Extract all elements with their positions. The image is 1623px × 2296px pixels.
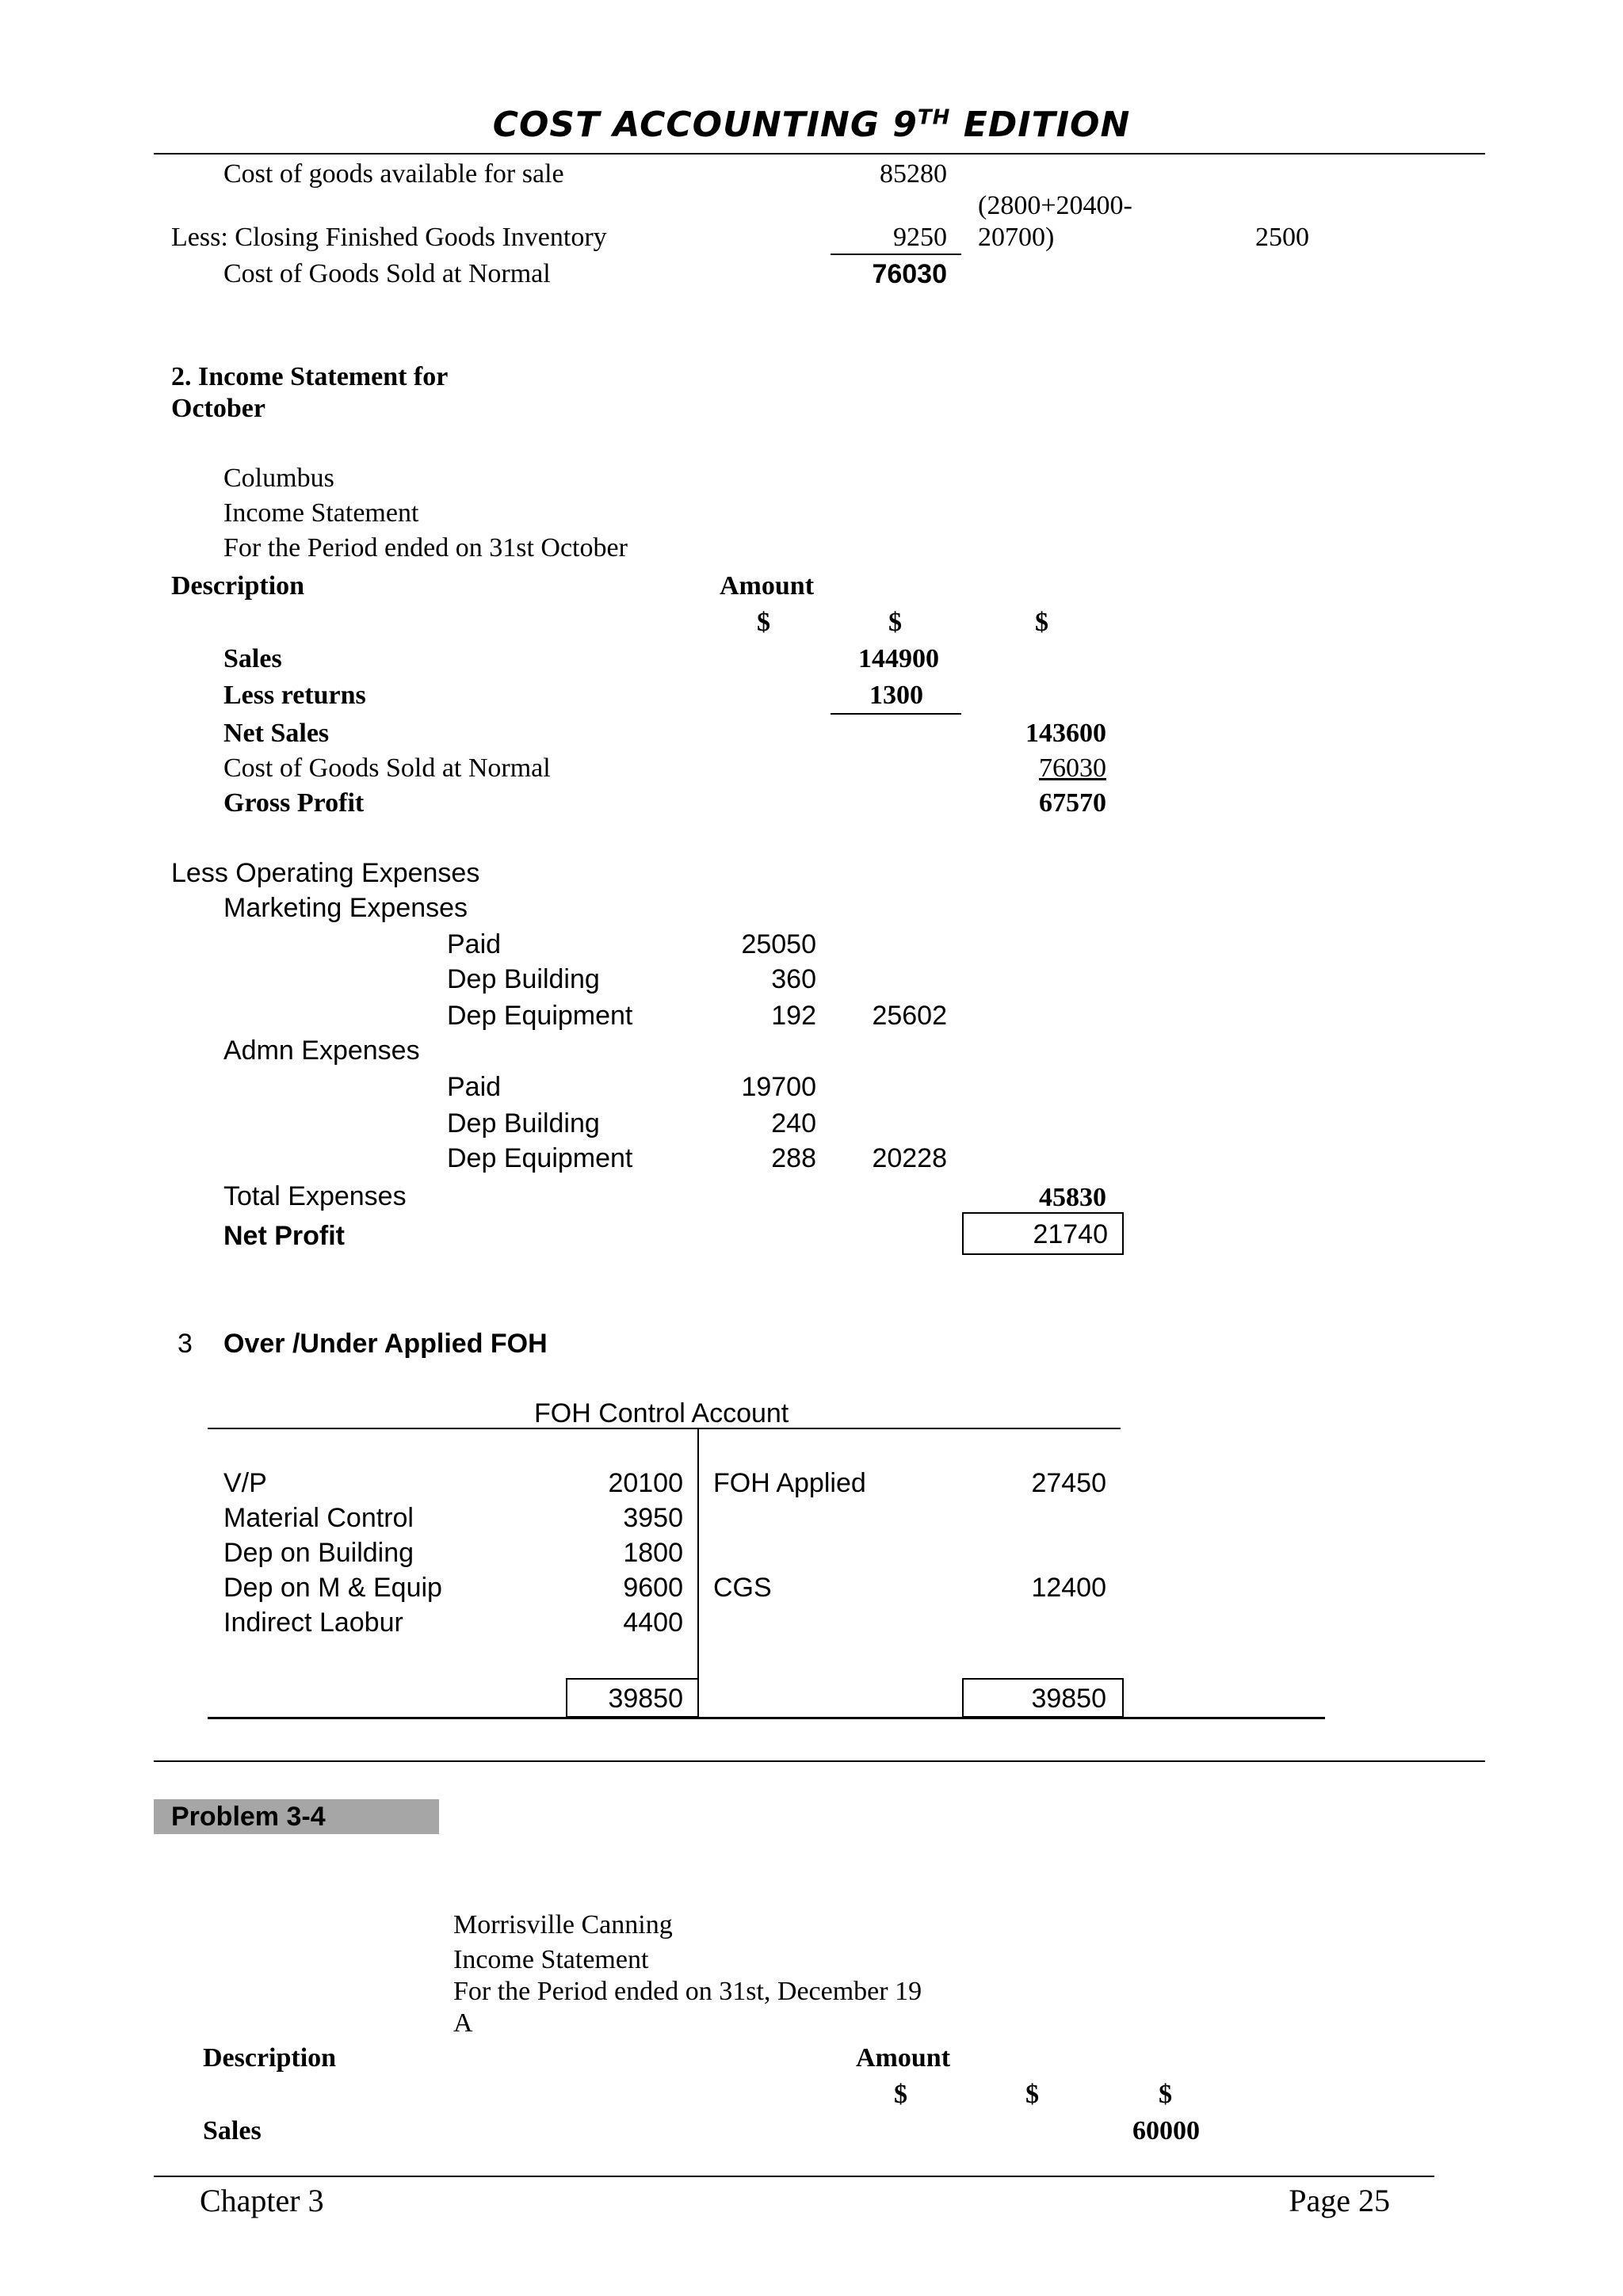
debit-value: 20100 bbox=[608, 1468, 683, 1498]
gross-profit-label: Gross Profit bbox=[223, 788, 365, 818]
marketing-item-label: Paid bbox=[447, 929, 502, 959]
returns-value: 1300 bbox=[869, 681, 923, 710]
admin-item-value: 288 bbox=[771, 1143, 816, 1173]
inventory-note-line1: (2800+20400- bbox=[978, 191, 1132, 220]
debit-value: 1800 bbox=[623, 1538, 683, 1568]
problem-currency-col3: $ bbox=[1159, 2080, 1172, 2109]
footer-chapter: Chapter 3 bbox=[200, 2183, 324, 2218]
admin-item-value: 19700 bbox=[741, 1072, 816, 1102]
header-title: COST ACCOUNTING 9TH EDITION bbox=[492, 105, 1131, 145]
returns-underline bbox=[831, 713, 961, 715]
foh-section-heading: Over /Under Applied FOH bbox=[223, 1329, 548, 1359]
sales-value: 144900 bbox=[858, 644, 939, 673]
returns-label: Less returns bbox=[223, 681, 366, 710]
total-expenses-label: Total Expenses bbox=[223, 1181, 407, 1211]
marketing-item-label: Dep Building bbox=[447, 964, 600, 994]
statement-title: Income Statement bbox=[223, 498, 419, 528]
net-sales-label: Net Sales bbox=[223, 719, 330, 748]
net-profit-label: Net Profit bbox=[223, 1221, 345, 1251]
section-divider bbox=[154, 1760, 1485, 1762]
operating-expenses-label: Less Operating Expenses bbox=[171, 858, 480, 888]
marketing-item-label: Dep Equipment bbox=[447, 1001, 633, 1031]
inventory-note-line2: 20700) bbox=[978, 223, 1055, 252]
footer-rule bbox=[154, 2176, 1434, 2177]
cogs-value: 76030 bbox=[872, 259, 947, 289]
net-profit-value: 21740 bbox=[1033, 1219, 1108, 1249]
currency-col3: $ bbox=[1035, 608, 1048, 637]
t-account-bottom-rule bbox=[208, 1717, 1325, 1719]
credit-label: FOH Applied bbox=[713, 1468, 866, 1498]
problem-label-badge: Problem 3-4 bbox=[154, 1799, 439, 1834]
problem-period: For the Period ended on 31st, December 19 bbox=[453, 1977, 922, 2006]
debit-label: V/P bbox=[223, 1468, 267, 1498]
problem-company: Morrisville Canning bbox=[453, 1910, 673, 1939]
debit-label: Dep on M & Equip bbox=[223, 1573, 442, 1603]
debit-label: Dep on Building bbox=[223, 1538, 414, 1568]
admin-total: 20228 bbox=[872, 1143, 947, 1173]
problem-description-header: Description bbox=[203, 2043, 337, 2073]
closing-note-value: 2500 bbox=[1255, 223, 1309, 252]
closing-label: Less: Closing Finished Goods Inventory bbox=[171, 223, 607, 252]
foh-section-number: 3 bbox=[178, 1329, 193, 1359]
t-account-divider bbox=[697, 1428, 699, 1718]
marketing-expenses-label: Marketing Expenses bbox=[223, 893, 468, 923]
problem-statement: Income Statement bbox=[453, 1945, 649, 1974]
credit-total: 39850 bbox=[1031, 1684, 1106, 1714]
problem-sales-label: Sales bbox=[203, 2116, 262, 2145]
description-header: Description bbox=[171, 571, 305, 601]
net-sales-value: 143600 bbox=[1025, 719, 1106, 748]
marketing-item-value: 25050 bbox=[741, 929, 816, 959]
total-expenses-value: 45830 bbox=[1039, 1183, 1106, 1212]
debit-value: 9600 bbox=[623, 1573, 683, 1603]
amount-header: Amount bbox=[720, 571, 815, 601]
t-account-top-rule bbox=[208, 1428, 1121, 1429]
marketing-item-value: 360 bbox=[771, 964, 816, 994]
section-heading: 2. Income Statement for bbox=[171, 362, 449, 391]
currency-col2: $ bbox=[888, 608, 902, 637]
marketing-total: 25602 bbox=[872, 1001, 947, 1031]
marketing-item-value: 192 bbox=[771, 1001, 816, 1031]
foh-account-title: FOH Control Account bbox=[534, 1398, 789, 1428]
debit-value: 4400 bbox=[623, 1608, 683, 1638]
credit-label: CGS bbox=[713, 1573, 772, 1603]
closing-value: 9250 bbox=[893, 223, 947, 252]
debit-label: Material Control bbox=[223, 1503, 414, 1533]
admin-expenses-label: Admn Expenses bbox=[223, 1035, 420, 1066]
credit-value: 12400 bbox=[1031, 1573, 1106, 1603]
debit-label: Indirect Laobur bbox=[223, 1608, 403, 1638]
cogs-label: Cost of Goods Sold at Normal bbox=[223, 259, 551, 288]
available-label: Cost of goods available for sale bbox=[223, 159, 564, 189]
header-rule bbox=[154, 153, 1485, 154]
footer-page-number: Page 25 bbox=[1289, 2183, 1390, 2218]
closing-underline bbox=[831, 254, 961, 255]
problem-currency-col1: $ bbox=[894, 2080, 907, 2109]
currency-col1: $ bbox=[757, 608, 770, 637]
gross-profit-value: 67570 bbox=[1039, 788, 1106, 818]
admin-item-value: 240 bbox=[771, 1108, 816, 1138]
debit-value: 3950 bbox=[623, 1503, 683, 1533]
admin-item-label: Dep Building bbox=[447, 1108, 600, 1138]
debit-total: 39850 bbox=[608, 1684, 683, 1714]
available-value: 85280 bbox=[880, 159, 947, 189]
company-name: Columbus bbox=[223, 463, 334, 493]
problem-sales-value: 60000 bbox=[1132, 2116, 1200, 2145]
cogs-normal-value: 76030 bbox=[1039, 753, 1106, 783]
section-heading-cont: October bbox=[171, 394, 265, 423]
problem-currency-col2: $ bbox=[1025, 2080, 1039, 2109]
statement-period: For the Period ended on 31st October bbox=[223, 533, 628, 563]
admin-item-label: Dep Equipment bbox=[447, 1143, 633, 1173]
cogs-normal-label: Cost of Goods Sold at Normal bbox=[223, 753, 551, 783]
credit-value: 27450 bbox=[1031, 1468, 1106, 1498]
problem-period-cont: A bbox=[453, 2008, 473, 2038]
admin-item-label: Paid bbox=[447, 1072, 502, 1102]
problem-amount-header: Amount bbox=[856, 2043, 951, 2073]
sales-label: Sales bbox=[223, 644, 282, 673]
